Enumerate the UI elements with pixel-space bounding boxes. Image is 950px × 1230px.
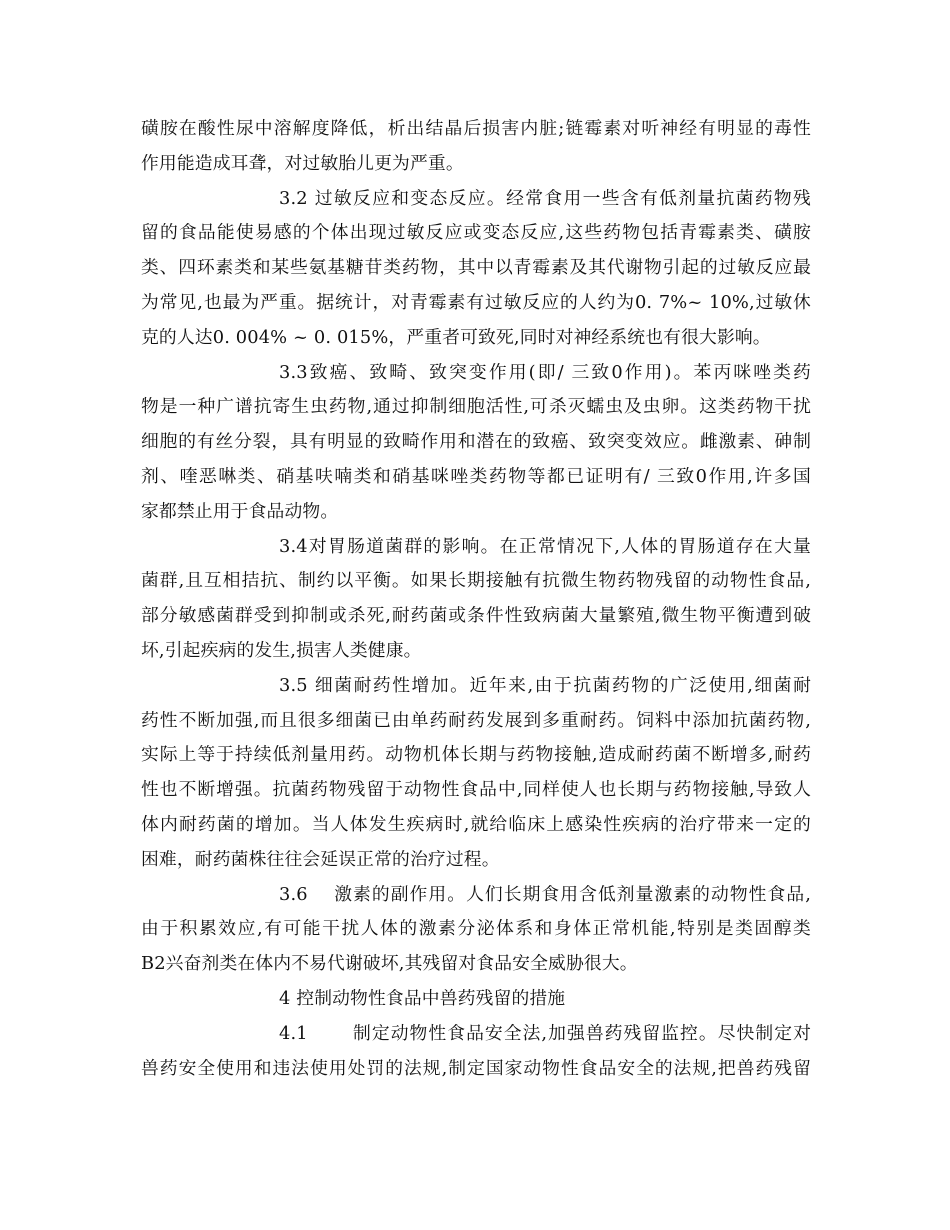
text-line: 药性不断加强,而且很多细菌已由单药耐药发展到多重耐药。饲料中添加抗菌药物, xyxy=(141,709,811,731)
text-line: 坏,引起疾病的发生,损害人类健康。 xyxy=(141,639,422,661)
paragraph-heading-3-5: 3.5 细菌耐药性增加。近年来,由于抗菌药物的广泛使用,细菌耐 xyxy=(279,674,811,696)
text-line: 剂、喹恶啉类、硝基呋喃类和硝基咪唑类药物等都已证明有/ 三致0作用,许多国 xyxy=(141,465,811,487)
text-line: B2兴奋剂类在体内不易代谢破坏,其残留对食品安全威胁很大。 xyxy=(141,953,638,975)
text-line: 实际上等于持续低剂量用药。动物机体长期与药物接触,造成耐药菌不断增多,耐药 xyxy=(141,744,811,766)
paragraph-heading-3-2: 3.2 过敏反应和变态反应。经常食用一些含有低剂量抗菌药物残 xyxy=(279,187,811,209)
text-line: 克的人达0. 004% ~ 0. 015%，严重者可致死,同时对神经系统也有很大影响。 xyxy=(141,326,771,348)
text-line: 菌群,且互相拮抗、制约以平衡。如果长期接触有抗微生物药物残留的动物性食品, xyxy=(141,570,811,592)
text-line: 困难，耐药菌株往往会延误正常的治疗过程。 xyxy=(141,848,500,870)
text-line: 部分敏感菌群受到抑制或杀死,耐药菌或条件性致病菌大量繁殖,微生物平衡遭到破 xyxy=(141,605,811,627)
section-heading-4: 4 控制动物性食品中兽药残留的措施 xyxy=(279,987,566,1009)
text-line: 磺胺在酸性尿中溶解度降低，析出结晶后损害内脏;链霉素对听神经有明显的毒性 xyxy=(141,118,811,139)
text-line: 作用能造成耳聋，对过敏胎儿更为严重。 xyxy=(141,152,464,174)
text-line: 类、四环素类和某些氨基糖苷类药物，其中以青霉素及其代谢物引起的过敏反应最 xyxy=(141,257,811,279)
paragraph-heading-4-1: 4.1 制定动物性食品安全法,加强兽药残留监控。尽快制定对 xyxy=(279,1022,811,1044)
text-line: 细胞的有丝分裂，具有明显的致畸作用和潜在的致癌、致突变效应。雌激素、砷制 xyxy=(141,431,811,453)
text-line: 家都禁止用于食品动物。 xyxy=(141,500,339,522)
paragraph-heading-3-3: 3.3致癌、致畸、致突变作用(即/ 三致0作用)。苯丙咪唑类药 xyxy=(279,361,811,383)
document-body xyxy=(141,112,811,1086)
text-line: 体内耐药菌的增加。当人体发生疾病时,就给临床上感染性疾病的治疗带来一定的 xyxy=(141,813,811,835)
text-line: 由于积累效应,有可能干扰人体的激素分泌体系和身体正常机能,特别是类固醇类 xyxy=(141,918,811,940)
text-line: 性也不断增强。抗菌药物残留于动物性食品中,同样使人也长期与药物接触,导致人 xyxy=(141,779,811,801)
text-line: 留的食品能使易感的个体出现过敏反应或变态反应,这些药物包括青霉素类、磺胺 xyxy=(141,222,811,244)
text-line: 物是一种广谱抗寄生虫药物,通过抑制细胞活性,可杀灭蠕虫及虫卵。这类药物干扰 xyxy=(141,396,811,418)
paragraph-heading-3-6: 3.6 激素的副作用。人们长期食用含低剂量激素的动物性食品, xyxy=(279,883,811,905)
text-line: 为常见,也最为严重。据统计，对青霉素有过敏反应的人约为0. 7%~ 10%,过敏休 xyxy=(141,291,811,313)
paragraph-heading-3-4: 3.4对胃肠道菌群的影响。在正常情况下,人体的胃肠道存在大量 xyxy=(279,535,811,557)
text-line: 兽药安全使用和违法使用处罚的法规,制定国家动物性食品安全的法规,把兽药残留 xyxy=(141,1057,811,1079)
